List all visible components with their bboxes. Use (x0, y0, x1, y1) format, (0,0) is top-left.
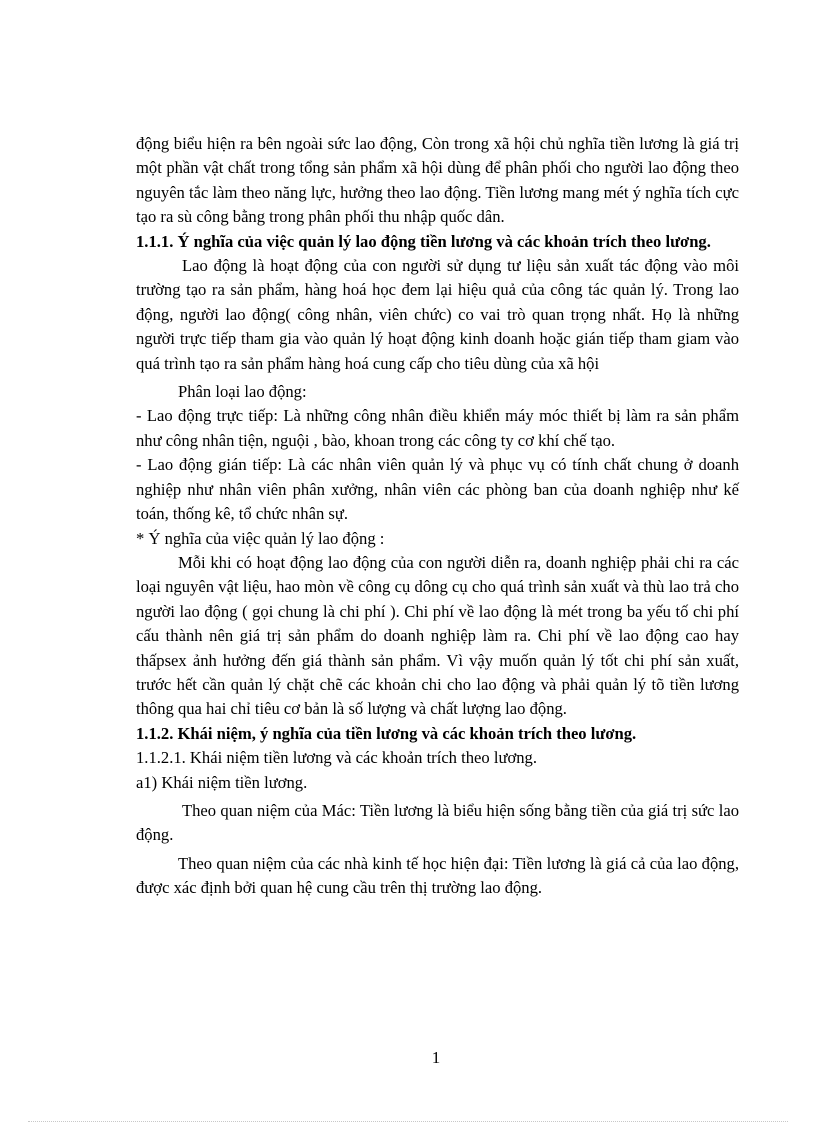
page-number: 1 (431, 1048, 441, 1067)
heading-a1: a1) Khái niệm tiền lương. (136, 772, 308, 792)
list-item-gian-tiep: - Lao động gián tiếp: Là các nhân viên quản lý và phục vụ có tính chất chung ở doanh nghiệp như nhân viên phân xưởng, nhân viên các phòng ban của doanh nghiệp như kế toán, thống kê, tổ chức nhân sự. (136, 455, 739, 524)
document-body (136, 132, 739, 901)
paragraph-phan-loai: Phân loại lao động: (178, 382, 307, 402)
list-item-truc-tiep: - Lao động trực tiếp: Là những công nhân điều khiển máy móc thiết bị làm ra sản phẩm như công nhân tiện, nguội , bào, khoan trong các công ty cơ khí chế tạo. (136, 406, 739, 450)
page-bottom-divider (28, 1121, 788, 1122)
heading-1-1-1: 1.1.1. Ý nghĩa của việc quản lý lao động tiền lương và các khoản trích theo lương. (136, 231, 711, 251)
paragraph-quan-niem-mac: Theo quan niệm của Mác: Tiền lương là biểu hiện sống bằng tiền của giá trị sức lao động. (136, 800, 739, 845)
heading-1-1-2: 1.1.2. Khái niệm, ý nghĩa của tiền lương và các khoản trích theo lương. (136, 723, 637, 743)
paragraph-intro: động biểu hiện ra bên ngoài sức lao động, Còn trong xã hội chủ nghĩa tiền lương là giá trị một phần vật chất trong tổng sản phẩm xã hội dùng để phân phối cho người lao động theo nguyên tắc làm theo năng lực, hưởng theo lao động. Tiền lương mang mét ý nghĩa tích cực tạo ra sù công bằng trong phân phối thu nhập quốc dân. (136, 134, 739, 227)
paragraph-chi-phi: Mỗi khi có hoạt động lao động của con người diễn ra, doanh nghiệp phải chi ra các loại nguyên vật liệu, hao mòn về công cụ dông cụ cho quá trình sản xuất và thù lao trả cho người lao động ( gọi chung là chi phí ). Chi phí về lao động là mét trong ba yếu tố chi phí cấu thành nên giá trị sản phẩm do doanh nghiệp làm ra. Chi phí về lao động cao hay thấpsex ảnh hưởng đến giá thành sản phẩm. Vì vậy muốn quản lý tốt chi phí sản xuất, trước hết cần quản lý chặt chẽ các khoản chi cho lao động và phải quản lý tõ tiền lương thông qua hai chỉ tiêu cơ bản là số lượng và chất lượng lao động. (136, 552, 739, 719)
paragraph-lao-dong: Lao động là hoạt động của con người sử dụng tư liệu sản xuất tác động vào môi trường tạo ra sản phẩm, hàng hoá học đem lại hiệu quả của công tác quản lý. Trong lao động, người lao động( công nhân, viên chức) co vai trò quan trọng nhất. Họ là những người trực tiếp tham gia vào quản lý hoạt động kinh doanh hoặc gián tiếp tham giam vào quá trình tạo ra sản phẩm hàng hoá cung cấp cho tiêu dùng của xã hội (136, 256, 739, 373)
paragraph-y-nghia-label: * Ý nghĩa của việc quản lý lao động : (136, 528, 385, 548)
paragraph-quan-niem-hien-dai: Theo quan niệm của các nhà kinh tế học hiện đại: Tiền lương là giá cả của lao động, được xác định bởi quan hệ cung cầu trên thị trường lao động. (136, 853, 739, 898)
heading-1-1-2-1: 1.1.2.1. Khái niệm tiền lương và các khoản trích theo lương. (136, 748, 537, 768)
